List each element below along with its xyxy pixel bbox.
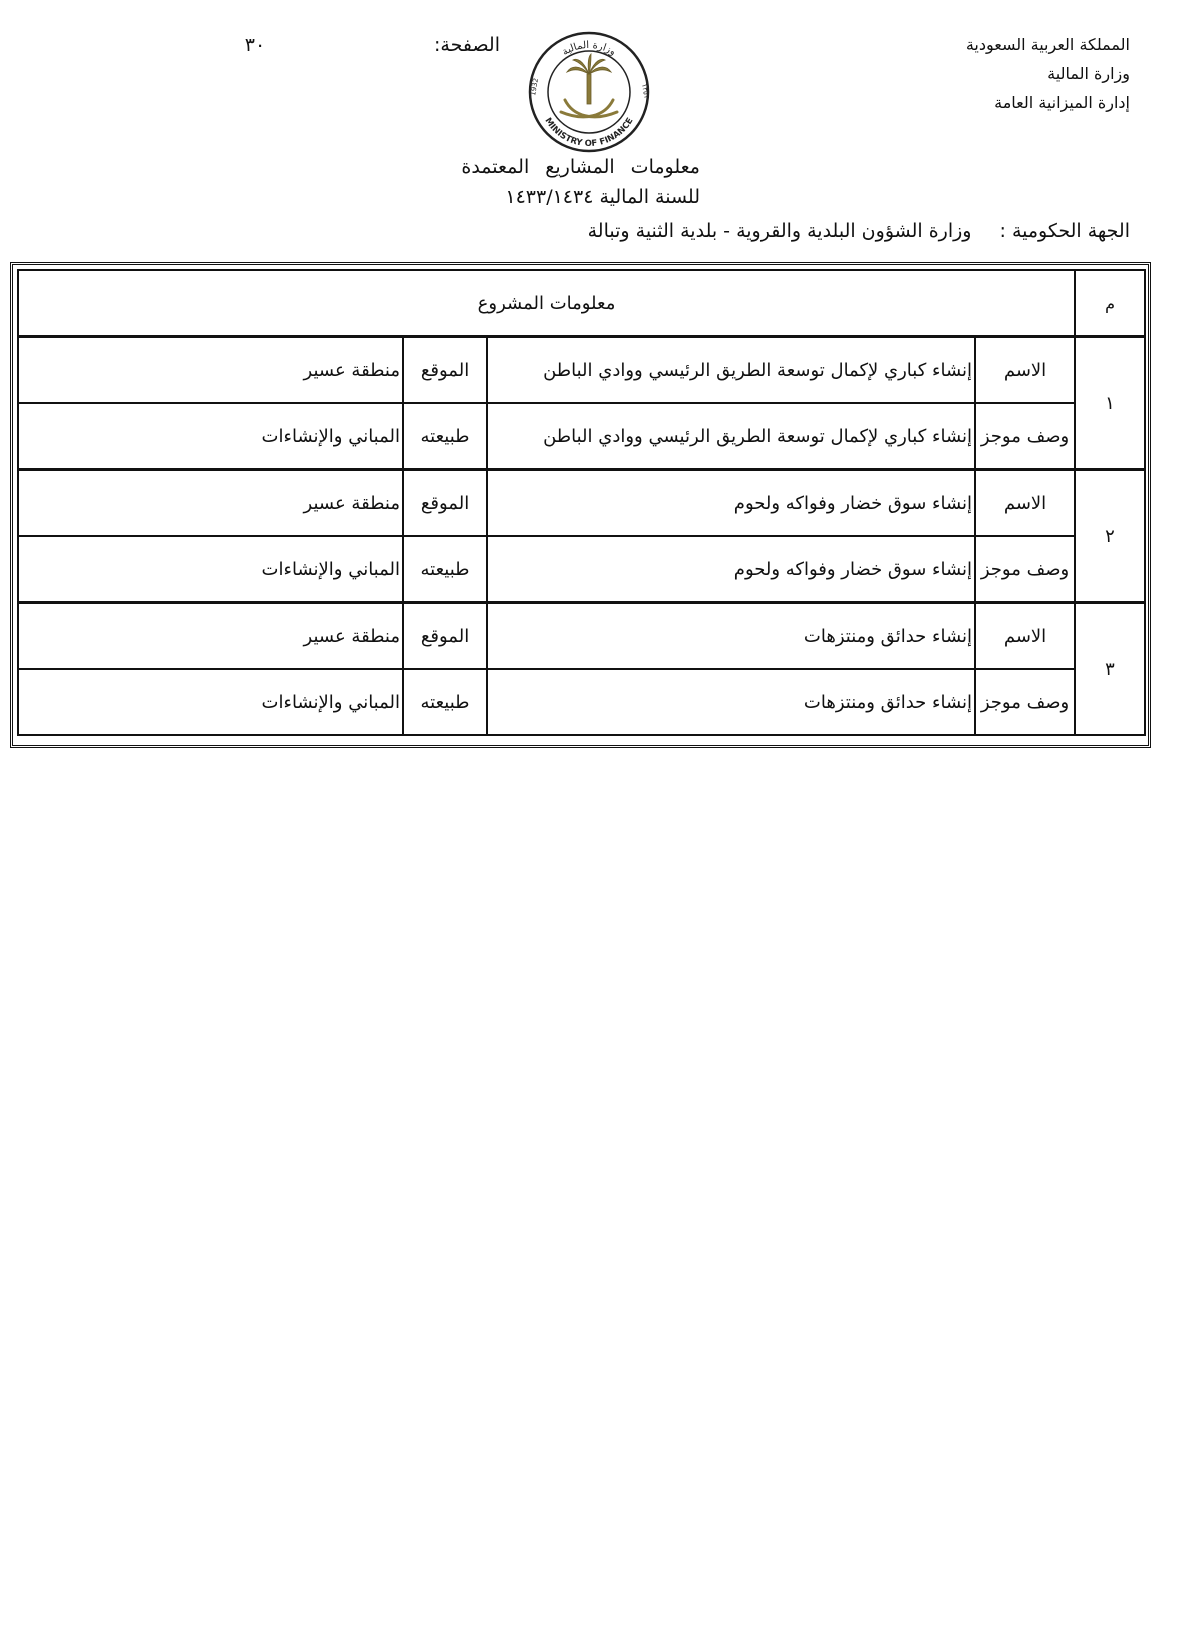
location-label: الموقع	[403, 603, 487, 670]
table-row	[18, 669, 1145, 735]
agency-name: وزارة الشؤون البلدية والقروية - بلدية الثنية وتبالة	[587, 220, 972, 242]
description-label: وصف موجز	[975, 536, 1075, 603]
projects-table-frame	[10, 262, 1151, 748]
ministry-name: وزارة المالية	[1047, 64, 1130, 83]
department-name: إدارة الميزانية العامة	[994, 93, 1130, 112]
table-row	[18, 337, 1145, 404]
table-row	[18, 403, 1145, 470]
seal-year-right: ١٣٥١	[640, 82, 651, 100]
location-label: الموقع	[403, 470, 487, 537]
agency-line	[430, 220, 1130, 242]
projects-table	[17, 269, 1146, 736]
nature-label: طبيعته	[403, 403, 487, 470]
project-number: ٣	[1075, 603, 1145, 736]
kingdom-name: المملكة العربية السعودية	[965, 35, 1130, 54]
project-name: إنشاء سوق خضار وفواكه ولحوم	[487, 470, 975, 537]
palm-tree-icon	[567, 54, 611, 104]
project-location: منطقة عسير	[18, 470, 403, 537]
agency-label: الجهة الحكومية :	[999, 220, 1130, 242]
title-block	[300, 152, 700, 212]
project-location: منطقة عسير	[18, 337, 403, 404]
document-title: معلومات المشاريع المعتمدة	[461, 156, 700, 178]
nature-label: طبيعته	[403, 669, 487, 735]
project-number: ٢	[1075, 470, 1145, 603]
page-number: ٣٠	[244, 34, 266, 56]
svg-text:وزارة المالية	[560, 40, 617, 58]
project-number: ١	[1075, 337, 1145, 470]
project-nature: المباني والإنشاءات	[18, 536, 403, 603]
name-label: الاسم	[975, 470, 1075, 537]
table-row	[18, 536, 1145, 603]
project-description: إنشاء كباري لإكمال توسعة الطريق الرئيسي ووادي الباطن	[487, 403, 975, 470]
description-label: وصف موجز	[975, 403, 1075, 470]
project-description: إنشاء حدائق ومنتزهات	[487, 669, 975, 735]
issuer-block	[800, 30, 1130, 117]
project-description: إنشاء سوق خضار وفواكه ولحوم	[487, 536, 975, 603]
location-label: الموقع	[403, 337, 487, 404]
project-nature: المباني والإنشاءات	[18, 669, 403, 735]
name-label: الاسم	[975, 337, 1075, 404]
project-name: إنشاء حدائق ومنتزهات	[487, 603, 975, 670]
project-location: منطقة عسير	[18, 603, 403, 670]
nature-label: طبيعته	[403, 536, 487, 603]
project-name: إنشاء كباري لإكمال توسعة الطريق الرئيسي ووادي الباطن	[487, 337, 975, 404]
table-row	[18, 603, 1145, 670]
column-header-info: معلومات المشروع	[18, 270, 1075, 337]
column-header-number: م	[1075, 270, 1145, 337]
page-label: الصفحة:	[433, 34, 500, 56]
seal-english-text: MINISTRY OF FINANCE	[542, 116, 636, 150]
table-row	[18, 470, 1145, 537]
seal-year-left: 1932	[529, 77, 541, 97]
seal-arabic-text: وزارة المالية	[560, 39, 618, 58]
name-label: الاسم	[975, 603, 1075, 670]
fiscal-year: للسنة المالية ١٤٣٣/١٤٣٤	[505, 186, 700, 208]
ministry-seal-icon	[521, 30, 657, 154]
description-label: وصف موجز	[975, 669, 1075, 735]
table-header-row	[18, 270, 1145, 337]
project-nature: المباني والإنشاءات	[18, 403, 403, 470]
